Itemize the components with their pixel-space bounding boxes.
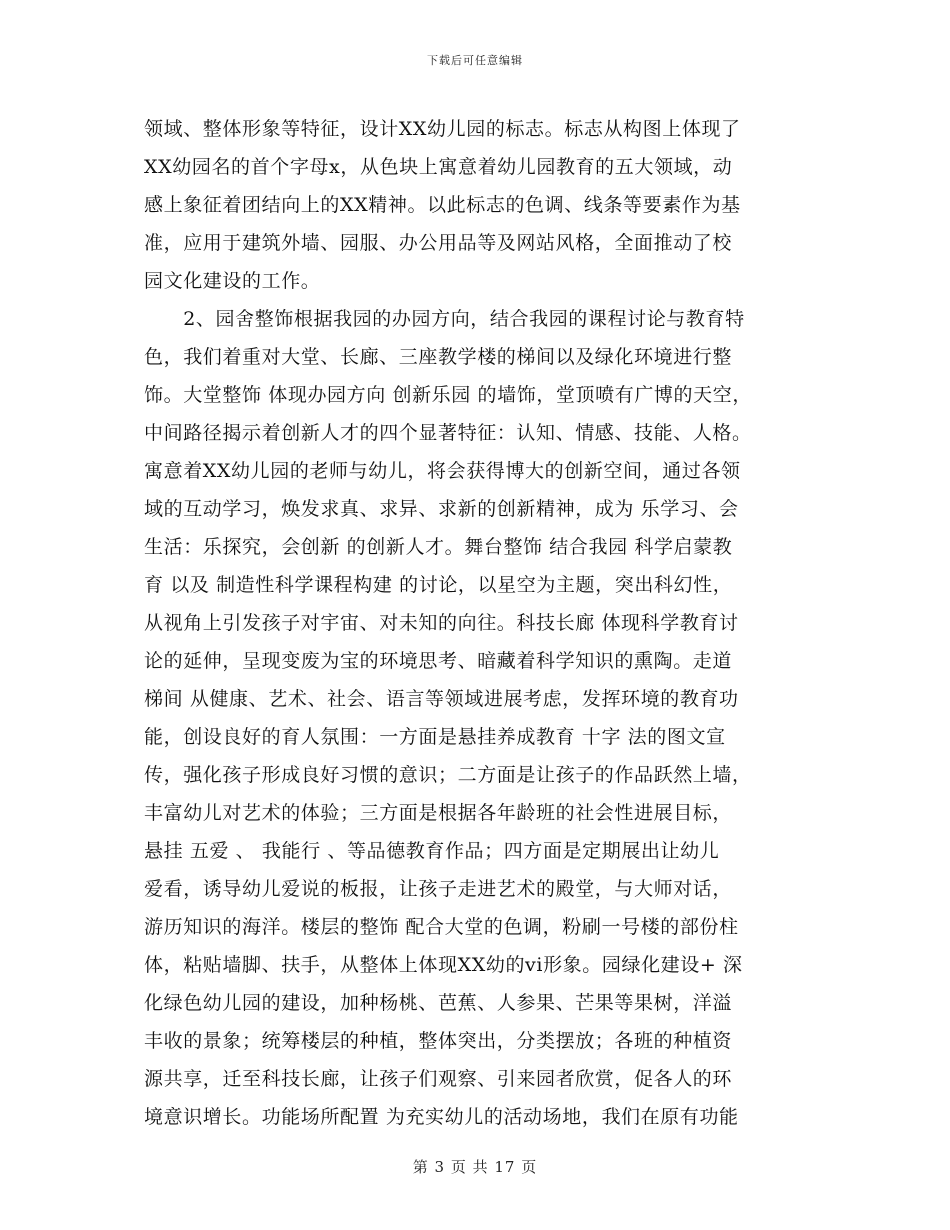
text-line: 色，我们着重对大堂、长廊、三座教学楼的梯间以及绿化环境进行整 [144, 346, 733, 368]
text-line: 丰收的景象；统筹楼层的种植，整体突出，分类摆放；各班的种植资 [144, 1030, 733, 1052]
text-line: XX幼园名的首个字母x，从色块上寓意着幼儿园教育的五大领域，动 [144, 156, 733, 178]
text-line: 丰富幼儿对艺术的体验；三方面是根据各年龄班的社会性进展目标， [144, 802, 733, 824]
text-line: 2、园舍整饰根据我园的办园方向，结合我园的课程讨论与教育特 [144, 308, 745, 330]
text-line: 生活：乐探究，会创新 的创新人才。舞台整饰 结合我园 科学启蒙教 [144, 536, 733, 558]
text-line: 游历知识的海洋。楼层的整饰 配合大堂的色调，粉刷一号楼的部份柱 [144, 916, 739, 938]
text-line: 化绿色幼儿园的建设，加种杨桃、芭蕉、人参果、芒果等果树，洋溢 [144, 992, 733, 1014]
text-line: 领域、整体形象等特征，设计XX幼儿园的标志。标志从构图上体现了 [144, 118, 741, 140]
page-header-note: 下载后可任意编辑 [427, 54, 523, 67]
text-line: 寓意着XX幼儿园的老师与幼儿，将会获得博大的创新空间，通过各领 [144, 460, 741, 482]
body-text [144, 110, 814, 1136]
text-line: 域的互动学习，焕发求真、求异、求新的创新精神，成为 乐学习、会 [144, 498, 739, 520]
text-line: 中间路径揭示着创新人才的四个显著特征：认知、情感、技能、人格。 [144, 422, 752, 444]
text-line: 悬挂 五爱 、 我能行 、等品德教育作品；四方面是定期展出让幼儿 [144, 840, 720, 862]
page-number: 第 3 页 共 17 页 [412, 1158, 538, 1176]
text-line: 源共享，迁至科技长廊，让孩子们观察、引来园者欣赏，促各人的环 [144, 1068, 733, 1090]
text-line: 传，强化孩子形成良好习惯的意识；二方面是让孩子的作品跃然上墙， [144, 764, 752, 786]
text-line: 饰。大堂整饰 体现办园方向 创新乐园 的墙饰，堂顶喷有广博的天空， [144, 384, 752, 406]
text-line: 能，创设良好的育人氛围：一方面是悬挂养成教育 十字 法的图文宣 [144, 726, 726, 748]
text-line: 感上象征着团结向上的XX精神。以此标志的色调、线条等要素作为基 [144, 194, 741, 216]
text-line: 园文化建设的工作。 [144, 270, 321, 292]
text-line: 育 以及 制造性科学课程构建 的讨论，以星空为主题，突出科幻性， [144, 574, 733, 596]
text-line: 从视角上引发孩子对宇宙、对未知的向往。科技长廊 体现科学教育讨 [144, 612, 739, 634]
text-line: 准，应用于建筑外墙、园服、办公用品等及网站风格，全面推动了校 [144, 232, 733, 254]
text-line: 体，粘贴墙脚、扶手，从整体上体现XX幼的vi形象。园绿化建设+ 深 [144, 954, 743, 976]
text-line: 爱看，诱导幼儿爱说的板报，让孩子走进艺术的殿堂，与大师对话， [144, 878, 733, 900]
text-line: 境意识增长。功能场所配置 为充实幼儿的活动场地，我们在原有功能 [144, 1106, 739, 1128]
text-line: 论的延伸，呈现变废为宝的环境思考、暗藏着科学知识的熏陶。走道 [144, 650, 733, 672]
text-line: 梯间 从健康、艺术、社会、语言等领域进展考虑，发挥环境的教育功 [144, 688, 739, 710]
